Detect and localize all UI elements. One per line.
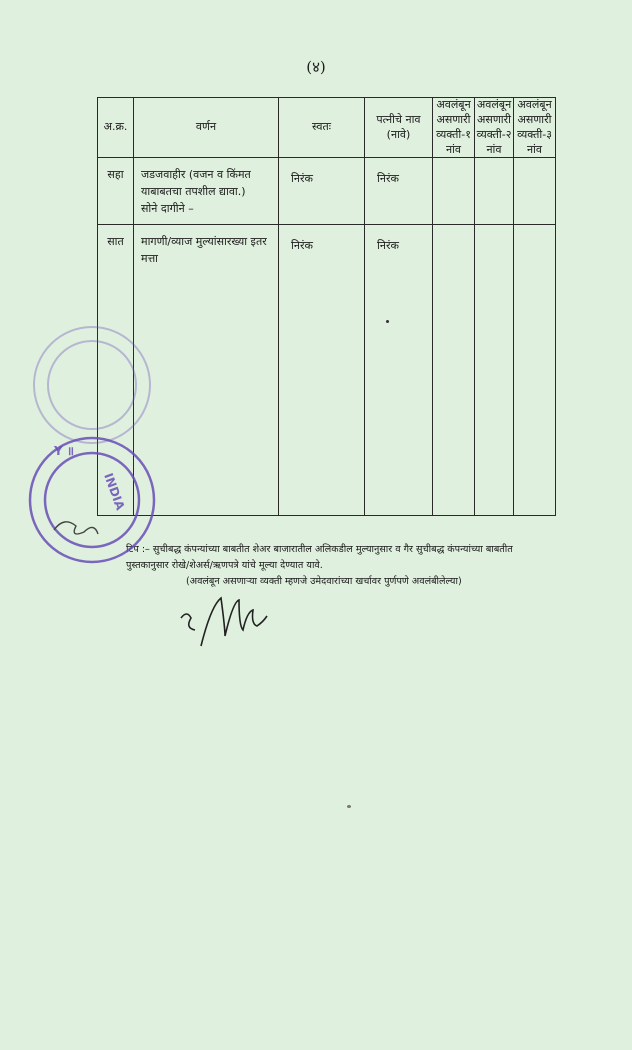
row-self-cell bbox=[279, 225, 365, 516]
row-dep1-cell bbox=[433, 225, 475, 516]
row-self-value: निरंक bbox=[291, 239, 313, 253]
header-dep1-l4: नांव bbox=[445, 142, 462, 156]
header-dependent-2 bbox=[475, 98, 514, 158]
row-dep3-cell bbox=[514, 158, 556, 225]
row-serial: सहा bbox=[107, 168, 124, 182]
row-spouse-cell bbox=[365, 225, 433, 516]
row-self-value: निरंक bbox=[291, 172, 313, 186]
header-dep3-l1: अवलंबून bbox=[517, 98, 552, 111]
row-description-cell bbox=[134, 225, 279, 516]
header-dep2-l4: नांव bbox=[486, 142, 502, 156]
row-dep2-cell bbox=[475, 158, 514, 225]
footnote-line-2: पुस्तकानुसार रोखे/शेअर्स/ऋणपत्रे यांचे मूल्या देण्यात यावे. bbox=[126, 559, 323, 571]
header-self: स्वतः bbox=[279, 98, 365, 158]
signature-image bbox=[175, 588, 275, 658]
footnote-line-1: टिप :– सुचीबद्ध कंपन्यांच्या बाबतीत शेअर बाजारातील अलिकडील मुल्यानुसार व गैर सुचीबद्ध कंपन्यांच्या बाबतीत bbox=[126, 544, 513, 555]
table-row bbox=[98, 158, 556, 225]
footnote bbox=[126, 542, 556, 589]
assets-table bbox=[97, 97, 556, 516]
row-description bbox=[134, 158, 278, 217]
header-dep2-l1: अवलंबून bbox=[476, 98, 512, 111]
header-spouse-line2: (नावे) bbox=[386, 127, 411, 141]
header-description: वर्णन bbox=[134, 98, 279, 158]
svg-text:INDIA: INDIA bbox=[101, 471, 128, 512]
row-description-cell bbox=[134, 158, 279, 225]
description-line: मत्ता bbox=[141, 252, 159, 266]
header-spouse-line1: पत्नीचे नाव bbox=[376, 112, 421, 126]
row-spouse-value: निरंक bbox=[377, 172, 399, 186]
svg-text:Y ॥: Y ॥ bbox=[54, 444, 75, 458]
row-dep2-cell bbox=[475, 225, 514, 516]
page-number: (४) bbox=[306, 58, 326, 76]
header-serial: अ.क्र. bbox=[98, 98, 134, 158]
row-self-cell bbox=[279, 158, 365, 225]
header-dependent-1 bbox=[433, 98, 475, 158]
header-dep1-l3: व्यक्ती-१ bbox=[436, 127, 471, 141]
row-spouse-value: निरंक bbox=[377, 239, 399, 253]
table-header-row bbox=[98, 98, 556, 158]
description-line: मागणी/व्याज मुल्यांसारख्या इतर bbox=[141, 235, 267, 249]
header-dep1-l2: असणारी bbox=[436, 112, 471, 126]
header-dep3-l3: व्यक्ती-३ bbox=[517, 127, 552, 141]
header-dependent-3 bbox=[514, 98, 556, 158]
footnote-line-3: (अवलंबून असणाऱ्या व्यक्ती म्हणजे उमेदवारांच्या खर्चावर पुर्णपणे अवलंबीलेल्या) bbox=[186, 575, 462, 587]
ink-speck bbox=[347, 805, 351, 808]
notary-stamp-image bbox=[42, 325, 128, 555]
description-line: जडजवाहीर (वजन व किंमत bbox=[141, 168, 251, 182]
row-serial: सात bbox=[107, 235, 124, 249]
row-spouse-cell bbox=[365, 158, 433, 225]
ink-dot bbox=[386, 320, 389, 323]
header-dep2-l2: असणारी bbox=[477, 112, 511, 126]
row-dep3-cell bbox=[514, 225, 556, 516]
header-dep3-l4: नांव bbox=[526, 142, 543, 156]
row-description bbox=[134, 225, 278, 267]
description-line: सोने दागीने – bbox=[141, 202, 194, 216]
header-dep2-l3: व्यक्ती-२ bbox=[476, 127, 512, 141]
header-dep3-l2: असणारी bbox=[517, 112, 552, 126]
header-dep1-l1: अवलंबून bbox=[436, 98, 471, 111]
row-serial-cell bbox=[98, 158, 134, 225]
description-line: याबाबतचा तपशील द्यावा.) bbox=[141, 185, 246, 199]
table-row bbox=[98, 225, 556, 516]
header-spouse bbox=[365, 98, 433, 158]
row-dep1-cell bbox=[433, 158, 475, 225]
